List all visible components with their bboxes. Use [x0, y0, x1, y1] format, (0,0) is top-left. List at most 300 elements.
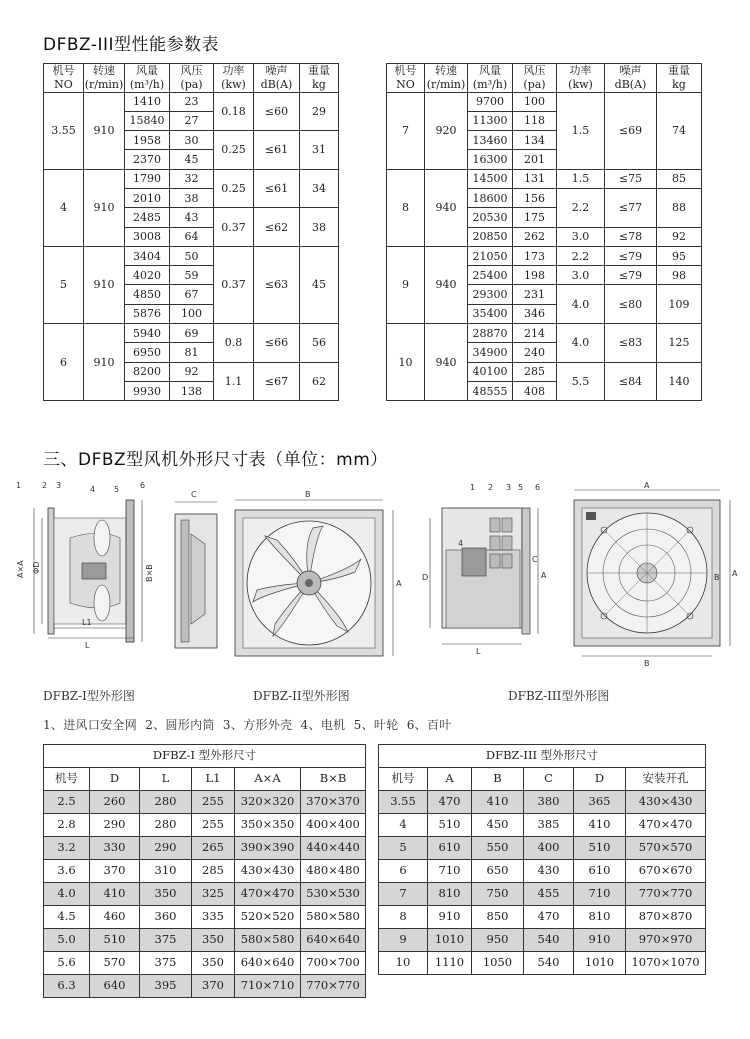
perf-right-weight: 85	[657, 169, 702, 188]
dim3-cell: 540	[524, 929, 574, 952]
dim3-cell: 1050	[472, 952, 524, 975]
perf-left-pressure: 59	[170, 266, 214, 285]
dim1-row	[44, 791, 366, 814]
figure-dfbz-iii	[418, 478, 548, 658]
perf-left-noise: ≤61	[254, 169, 300, 208]
dim1-caption: DFBZ-I 型外形尺寸	[44, 745, 366, 768]
fig1-dim-bxb: B×B	[145, 564, 154, 582]
dim1-cell: 265	[192, 837, 235, 860]
dim3-cell: 1110	[428, 952, 472, 975]
dimension-section-title: 三、DFBZ型风机外形尺寸表（单位：mm）	[43, 450, 388, 470]
perf-left-pressure: 27	[170, 111, 214, 130]
perf-left-weight: 62	[300, 362, 339, 401]
perf-left-pressure: 43	[170, 208, 214, 227]
perf-right-header-6: 重量 kg	[657, 64, 702, 93]
perf-right-pressure: 175	[513, 208, 557, 227]
perf-right-pressure: 285	[513, 362, 557, 381]
perf-right-airflow: 34900	[468, 343, 513, 362]
perf-right-pressure: 156	[513, 188, 557, 207]
perf-left-weight: 38	[300, 208, 339, 247]
perf-right-airflow: 21050	[468, 246, 513, 265]
dim1-cell: 350×350	[235, 814, 301, 837]
perf-right-header-4: 功率 (kw)	[557, 64, 605, 93]
perf-right-airflow: 20850	[468, 227, 513, 246]
dim1-cell: 580×580	[235, 929, 301, 952]
perf-right-noise: ≤83	[605, 324, 657, 363]
perf-right-model-no: 10	[387, 324, 425, 401]
perf-left-airflow: 2485	[125, 208, 170, 227]
figure-dfbz-iii-front	[560, 480, 740, 670]
perf-left-header-1: 转速 (r/min)	[84, 64, 124, 91]
perf-left-header-6: 重量 kg	[300, 64, 339, 93]
perf-left-airflow: 4020	[125, 266, 170, 285]
dim3-cell: 770×770	[626, 883, 706, 906]
fig3-callout-3: 3	[506, 483, 512, 492]
dim1-row	[44, 906, 366, 929]
parts-legend: 1、进风口安全网 2、圆形内筒 3、方形外壳 4、电机 5、叶轮 6、百叶	[43, 718, 452, 732]
fig1-callout-6: 6	[140, 481, 146, 490]
perf-right-header-0: 机号 NO	[387, 64, 425, 93]
perf-left-power: 0.25	[214, 131, 254, 170]
dim3-cell: 610	[574, 860, 626, 883]
dim1-cell: 330	[90, 837, 140, 860]
fig3-callout-4: 4	[458, 539, 464, 548]
fig3-callout-5: 5	[518, 483, 524, 492]
dim3-header-1: A	[428, 768, 472, 791]
perf-left-model-no: 4	[44, 169, 84, 246]
dim3-row	[379, 791, 706, 814]
dim1-cell: 570	[90, 952, 140, 975]
dim1-row	[44, 952, 366, 975]
dim3-row	[379, 860, 706, 883]
perf-right-airflow: 18600	[468, 188, 513, 207]
fig3-dim-a: A	[541, 571, 547, 580]
fig1-dim-l1: L1	[82, 618, 92, 627]
perf-left-airflow: 2010	[125, 188, 170, 207]
dim3-cell: 570×570	[626, 837, 706, 860]
perf-right-power: 2.2	[557, 246, 605, 265]
dim3-row	[379, 837, 706, 860]
perf-left-weight: 29	[300, 92, 339, 131]
dim3-header-0: 机号	[379, 768, 428, 791]
perf-left-noise: ≤62	[254, 208, 300, 247]
dim3-cell: 400	[524, 837, 574, 860]
figure-label-iii: DFBZ-III型外形图	[508, 689, 610, 703]
fig4-dim-b-bottom: B	[644, 659, 650, 668]
dim1-cell: 400×400	[301, 814, 366, 837]
perf-right-row	[387, 169, 702, 188]
perf-left-pressure: 50	[170, 246, 214, 265]
dim1-cell: 2.8	[44, 814, 90, 837]
perf-right-airflow: 48555	[468, 381, 513, 400]
perf-left-header-3: 风压 (pa)	[170, 64, 214, 93]
dim1-cell: 390×390	[235, 837, 301, 860]
perf-right-noise: ≤75	[605, 169, 657, 188]
dim1-cell: 470×470	[235, 883, 301, 906]
figure-label-i: DFBZ-I型外形图	[43, 689, 135, 703]
dim1-cell: 350	[192, 952, 235, 975]
perf-right-pressure: 231	[513, 285, 557, 304]
perf-right-pressure: 131	[513, 169, 557, 188]
perf-right-pressure: 346	[513, 304, 557, 323]
perf-left-power: 0.37	[214, 208, 254, 247]
perf-right-model-no: 9	[387, 246, 425, 323]
perf-left-pressure: 32	[170, 169, 214, 188]
perf-right-airflow: 35400	[468, 304, 513, 323]
dim1-row	[44, 883, 366, 906]
dim1-cell: 255	[192, 791, 235, 814]
fig1-callout-2: 2	[42, 481, 48, 490]
dim1-cell: 280	[140, 814, 192, 837]
fig4-dim-a-top: A	[644, 481, 650, 490]
dim3-cell: 385	[524, 814, 574, 837]
dim1-cell: 290	[140, 837, 192, 860]
fig1-callout-5: 5	[114, 485, 120, 494]
dim1-cell: 530×530	[301, 883, 366, 906]
fig1-dim-l: L	[85, 641, 90, 648]
perf-left-pressure: 138	[170, 381, 214, 400]
fig2-dim-a: A	[396, 579, 402, 588]
perf-right-power: 3.0	[557, 266, 605, 285]
dim1-header-4: A×A	[235, 768, 301, 791]
perf-right-power: 5.5	[557, 362, 605, 401]
dim3-cell: 970×970	[626, 929, 706, 952]
perf-right-header-2: 风量 (m³/h)	[468, 64, 513, 93]
dim3-cell: 510	[574, 837, 626, 860]
perf-left-pressure: 30	[170, 131, 214, 150]
perf-left-row	[44, 92, 339, 111]
perf-left-model-no: 3.55	[44, 92, 84, 169]
perf-left-pressure: 38	[170, 188, 214, 207]
dim1-row	[44, 929, 366, 952]
dim3-row	[379, 906, 706, 929]
perf-left-speed: 910	[84, 169, 125, 246]
dim3-cell: 1070×1070	[626, 952, 706, 975]
perf-left-model-no: 6	[44, 324, 84, 401]
perf-right-weight: 88	[657, 188, 702, 227]
perf-left-power: 0.8	[214, 324, 254, 363]
perf-right-noise: ≤79	[605, 266, 657, 285]
dim3-cell: 810	[574, 906, 626, 929]
fig3-callout-6: 6	[535, 483, 541, 492]
perf-left-power: 0.37	[214, 246, 254, 323]
perf-right-noise: ≤77	[605, 188, 657, 227]
fig3-dim-l: L	[476, 647, 481, 656]
dim1-cell: 510	[90, 929, 140, 952]
perf-table-left	[43, 63, 339, 401]
dim3-cell: 455	[524, 883, 574, 906]
perf-left-speed: 910	[84, 324, 125, 401]
perf-right-pressure: 173	[513, 246, 557, 265]
fig4-dim-a-right: A	[732, 569, 738, 578]
perf-right-weight: 140	[657, 362, 702, 401]
dim3-cell: 410	[472, 791, 524, 814]
perf-left-pressure: 45	[170, 150, 214, 169]
perf-left-weight: 31	[300, 131, 339, 170]
perf-right-noise: ≤80	[605, 285, 657, 324]
perf-left-airflow: 3008	[125, 227, 170, 246]
dim3-cell: 7	[379, 883, 428, 906]
dim3-caption: DFBZ-III 型外形尺寸	[379, 745, 706, 768]
perf-right-airflow: 25400	[468, 266, 513, 285]
perf-left-header-4: 功率 (kw)	[214, 64, 254, 93]
perf-left-airflow: 4850	[125, 285, 170, 304]
dim3-cell: 5	[379, 837, 428, 860]
dim1-cell: 280	[140, 791, 192, 814]
dim1-cell: 360	[140, 906, 192, 929]
dim3-header-4: D	[574, 768, 626, 791]
dim3-cell: 810	[428, 883, 472, 906]
perf-left-header-5: 噪声 dB(A)	[254, 64, 300, 93]
dim1-cell: 700×700	[301, 952, 366, 975]
dim1-cell: 4.0	[44, 883, 90, 906]
dim1-row	[44, 975, 366, 998]
figure-dfbz-i	[10, 478, 160, 648]
fig1-dim-axa: A×A	[16, 560, 25, 578]
dim1-cell: 640×640	[235, 952, 301, 975]
dim3-row	[379, 929, 706, 952]
perf-left-pressure: 69	[170, 324, 214, 343]
perf-right-airflow: 14500	[468, 169, 513, 188]
dim3-row	[379, 814, 706, 837]
perf-left-airflow: 5876	[125, 304, 170, 323]
perf-right-row	[387, 92, 702, 111]
dim3-cell: 850	[472, 906, 524, 929]
dim3-cell: 710	[428, 860, 472, 883]
dim3-cell: 6	[379, 860, 428, 883]
perf-right-model-no: 7	[387, 92, 425, 169]
perf-right-airflow: 29300	[468, 285, 513, 304]
perf-right-row	[387, 324, 702, 343]
perf-right-pressure: 100	[513, 92, 557, 111]
perf-left-weight: 56	[300, 324, 339, 363]
perf-left-pressure: 92	[170, 362, 214, 381]
perf-table-title: DFBZ-III型性能参数表	[43, 35, 220, 55]
perf-left-airflow: 3404	[125, 246, 170, 265]
dim1-cell: 2.5	[44, 791, 90, 814]
fig2-dim-b: B	[305, 490, 311, 499]
dim3-cell: 910	[574, 929, 626, 952]
dim3-cell: 380	[524, 791, 574, 814]
dim1-cell: 350	[140, 883, 192, 906]
perf-right-speed: 940	[425, 324, 468, 401]
dim1-cell: 410	[90, 883, 140, 906]
perf-table-right	[386, 63, 702, 401]
dim3-cell: 410	[574, 814, 626, 837]
dim1-row	[44, 837, 366, 860]
perf-left-pressure: 64	[170, 227, 214, 246]
fig3-dim-d: D	[422, 573, 429, 582]
perf-left-noise: ≤67	[254, 362, 300, 401]
perf-right-pressure: 214	[513, 324, 557, 343]
dim3-cell: 430×430	[626, 791, 706, 814]
perf-right-airflow: 11300	[468, 111, 513, 130]
dim3-cell: 9	[379, 929, 428, 952]
perf-right-noise: ≤84	[605, 362, 657, 401]
dim3-row	[379, 952, 706, 975]
dim3-cell: 750	[472, 883, 524, 906]
perf-left-model-no: 5	[44, 246, 84, 323]
dimension-table-i	[43, 744, 366, 998]
dim1-cell: 370	[90, 860, 140, 883]
dim3-cell: 3.55	[379, 791, 428, 814]
fig1-callout-4: 4	[90, 485, 96, 494]
dim1-cell: 350	[192, 929, 235, 952]
perf-right-airflow: 40100	[468, 362, 513, 381]
dim3-header-2: B	[472, 768, 524, 791]
perf-right-pressure: 198	[513, 266, 557, 285]
perf-right-pressure: 262	[513, 227, 557, 246]
dim3-cell: 8	[379, 906, 428, 929]
perf-left-weight: 34	[300, 169, 339, 208]
perf-right-row	[387, 246, 702, 265]
dim1-cell: 395	[140, 975, 192, 998]
perf-right-power: 1.5	[557, 169, 605, 188]
perf-right-weight: 125	[657, 324, 702, 363]
perf-left-power: 0.18	[214, 92, 254, 131]
perf-right-airflow: 20530	[468, 208, 513, 227]
perf-right-noise: ≤79	[605, 246, 657, 265]
fig1-callout-1: 1	[16, 481, 22, 490]
perf-left-noise: ≤63	[254, 246, 300, 323]
fig2-dim-c: C	[191, 490, 197, 499]
dim1-cell: 640×640	[301, 929, 366, 952]
dim1-cell: 580×580	[301, 906, 366, 929]
fig1-callout-3: 3	[56, 481, 62, 490]
perf-right-weight: 98	[657, 266, 702, 285]
dim1-cell: 460	[90, 906, 140, 929]
perf-left-airflow: 6950	[125, 343, 170, 362]
perf-right-pressure: 201	[513, 150, 557, 169]
dim1-cell: 480×480	[301, 860, 366, 883]
perf-right-pressure: 408	[513, 381, 557, 400]
dimension-table-iii	[378, 744, 706, 975]
perf-left-header-2: 风量 (m³/h)	[125, 64, 170, 93]
dim3-cell: 510	[428, 814, 472, 837]
perf-left-airflow: 1958	[125, 131, 170, 150]
perf-left-header-0: 机号 NO	[44, 64, 84, 93]
perf-right-header-1: 转速 (r/min)	[425, 64, 468, 93]
perf-left-airflow: 2370	[125, 150, 170, 169]
perf-left-airflow: 1790	[125, 169, 170, 188]
dim1-cell: 6.3	[44, 975, 90, 998]
dim3-cell: 1010	[428, 929, 472, 952]
fig3-callout-2: 2	[488, 483, 494, 492]
dim1-cell: 3.2	[44, 837, 90, 860]
dim1-header-0: 机号	[44, 768, 90, 791]
dim1-cell: 3.6	[44, 860, 90, 883]
perf-left-pressure: 67	[170, 285, 214, 304]
dim1-cell: 770×770	[301, 975, 366, 998]
perf-left-row	[44, 246, 339, 265]
dim1-cell: 430×430	[235, 860, 301, 883]
dim3-cell: 540	[524, 952, 574, 975]
dim3-cell: 710	[574, 883, 626, 906]
perf-right-power: 4.0	[557, 324, 605, 363]
perf-right-weight: 95	[657, 246, 702, 265]
perf-left-pressure: 81	[170, 343, 214, 362]
perf-right-power: 1.5	[557, 92, 605, 169]
perf-right-pressure: 118	[513, 111, 557, 130]
dim3-cell: 4	[379, 814, 428, 837]
perf-left-pressure: 100	[170, 304, 214, 323]
perf-left-noise: ≤66	[254, 324, 300, 363]
perf-left-row	[44, 169, 339, 188]
dim3-cell: 470	[524, 906, 574, 929]
perf-right-speed: 940	[425, 246, 468, 323]
perf-right-model-no: 8	[387, 169, 425, 246]
dim3-cell: 1010	[574, 952, 626, 975]
dim1-cell: 375	[140, 929, 192, 952]
dim1-cell: 285	[192, 860, 235, 883]
perf-left-power: 1.1	[214, 362, 254, 401]
dim3-cell: 10	[379, 952, 428, 975]
dim1-cell: 5.0	[44, 929, 90, 952]
perf-left-airflow: 1410	[125, 92, 170, 111]
fig3-callout-1: 1	[470, 483, 476, 492]
dim3-cell: 550	[472, 837, 524, 860]
perf-right-power: 3.0	[557, 227, 605, 246]
perf-left-airflow: 15840	[125, 111, 170, 130]
dim3-cell: 430	[524, 860, 574, 883]
dim1-header-2: L	[140, 768, 192, 791]
fig1-dim-d: ΦD	[32, 561, 41, 574]
dim1-header-1: D	[90, 768, 140, 791]
perf-left-airflow: 8200	[125, 362, 170, 381]
dim1-cell: 370×370	[301, 791, 366, 814]
perf-left-pressure: 23	[170, 92, 214, 111]
dim1-cell: 5.6	[44, 952, 90, 975]
dim3-cell: 870×870	[626, 906, 706, 929]
dim3-row	[379, 883, 706, 906]
dim3-cell: 650	[472, 860, 524, 883]
dim3-cell: 610	[428, 837, 472, 860]
perf-right-weight: 92	[657, 227, 702, 246]
dim3-cell: 910	[428, 906, 472, 929]
perf-left-row	[44, 324, 339, 343]
perf-right-airflow: 9700	[468, 92, 513, 111]
dim1-cell: 375	[140, 952, 192, 975]
figure-dfbz-ii	[165, 484, 405, 664]
fig4-dim-b-side: B	[714, 573, 720, 582]
perf-right-weight: 74	[657, 92, 702, 169]
fig3-dim-c: C	[532, 555, 538, 564]
perf-right-power: 4.0	[557, 285, 605, 324]
dim3-header-5: 安装开孔	[626, 768, 706, 791]
perf-left-speed: 910	[84, 92, 125, 169]
dim3-cell: 670×670	[626, 860, 706, 883]
perf-left-airflow: 9930	[125, 381, 170, 400]
dim3-cell: 470×470	[626, 814, 706, 837]
dim1-header-3: L1	[192, 768, 235, 791]
perf-right-noise: ≤78	[605, 227, 657, 246]
perf-left-speed: 910	[84, 246, 125, 323]
dim1-cell: 320×320	[235, 791, 301, 814]
perf-right-power: 2.2	[557, 188, 605, 227]
perf-right-airflow: 13460	[468, 131, 513, 150]
dim3-cell: 950	[472, 929, 524, 952]
dim1-cell: 325	[192, 883, 235, 906]
dim1-cell: 310	[140, 860, 192, 883]
perf-right-speed: 920	[425, 92, 468, 169]
perf-right-airflow: 28870	[468, 324, 513, 343]
perf-left-noise: ≤61	[254, 131, 300, 170]
dim1-row	[44, 814, 366, 837]
perf-right-weight: 109	[657, 285, 702, 324]
perf-right-noise: ≤69	[605, 92, 657, 169]
perf-right-speed: 940	[425, 169, 468, 246]
dim1-cell: 290	[90, 814, 140, 837]
